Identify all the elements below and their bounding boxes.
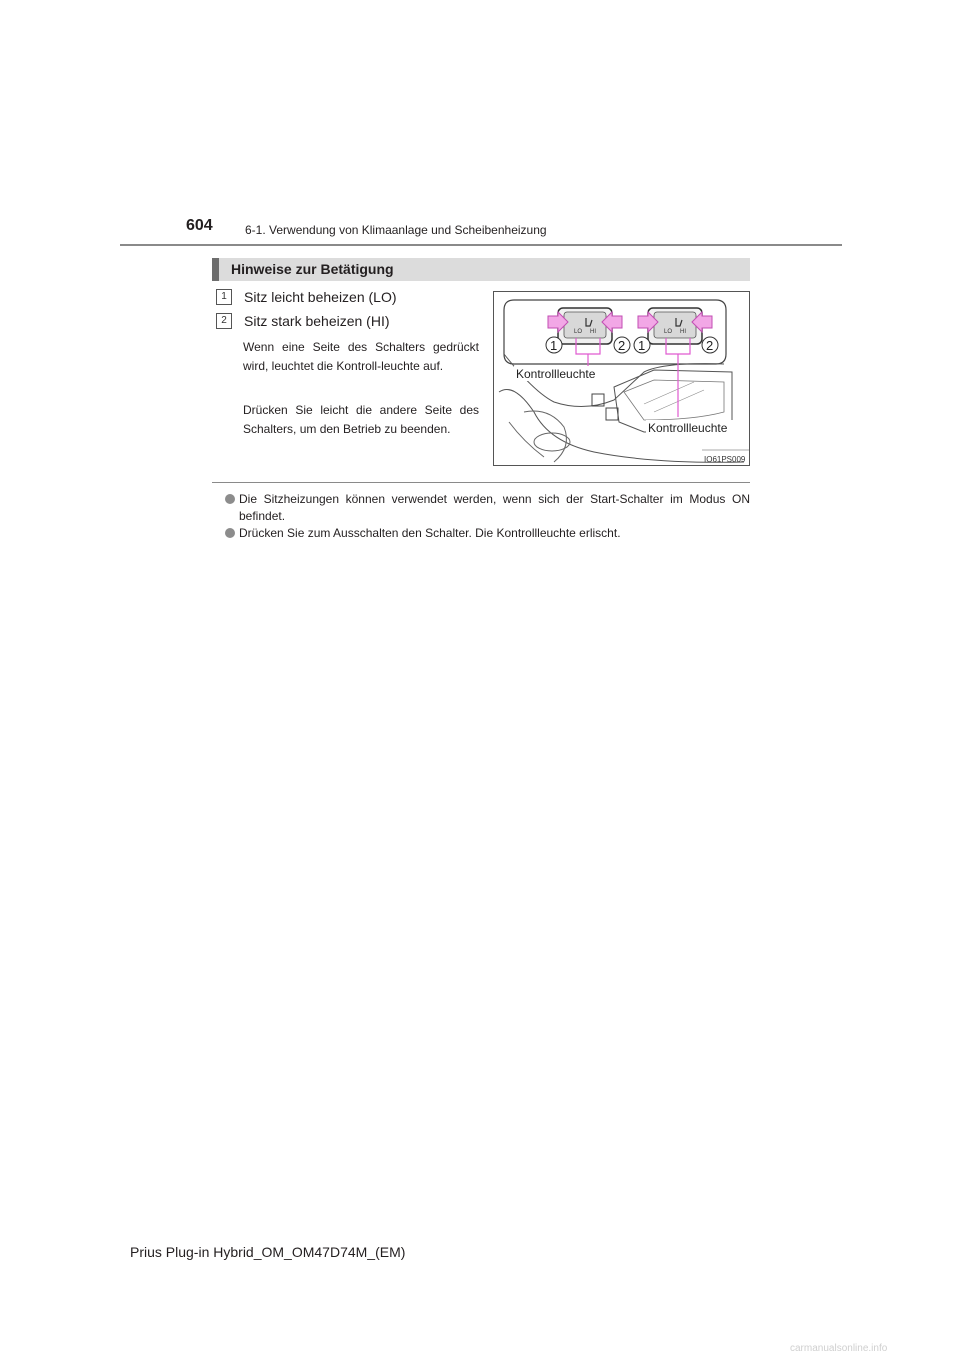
number-badge-1: 1	[216, 289, 232, 305]
chapter-title: 6-1. Verwendung von Klimaanlage und Scheibenheizung	[245, 223, 547, 237]
switch-hi-label: HI	[590, 329, 596, 335]
switch-lo-label: LO	[664, 329, 673, 335]
header-rule	[120, 244, 842, 246]
switch-lo-label: LO	[574, 329, 583, 335]
switch-hi-label: HI	[680, 329, 686, 335]
section-header	[212, 258, 750, 281]
section-title: Hinweise zur Betätigung	[231, 261, 394, 277]
list-item-label: Sitz leicht beheizen (LO)	[244, 289, 397, 305]
callout-2: 2	[706, 338, 714, 353]
bullet-icon	[225, 494, 235, 504]
callout-2: 2	[618, 338, 626, 353]
instruction-paragraph: Drücken Sie leicht die andere Seite des Schalters, um den Betrieb zu beenden.	[243, 403, 479, 436]
bullet-icon	[225, 528, 235, 538]
note-item	[225, 525, 750, 542]
callout-1: 1	[550, 338, 558, 353]
watermark: carmanualsonline.info	[790, 1343, 888, 1354]
seat-heater-illustration	[493, 291, 750, 466]
callout-1: 1	[638, 338, 646, 353]
section-divider	[212, 482, 750, 483]
note-text: Drücken Sie zum Ausschalten den Schalter. Die Kontrollleuchte erlischt.	[239, 526, 621, 540]
indicator-label-right: Kontrollleuchte	[648, 421, 728, 435]
indicator-label-left: Kontrollleuchte	[516, 367, 596, 381]
figure-code: IO61PS009	[704, 455, 746, 464]
page-number: 604	[186, 217, 213, 234]
instruction-paragraph: Wenn eine Seite des Schalters gedrückt wird, leuchtet die Kontroll-leuchte auf.	[243, 340, 479, 373]
seat-heater-drawing	[494, 292, 751, 467]
footer-manual-id: Prius Plug-in Hybrid_OM_OM47D74M_(EM)	[130, 1244, 406, 1260]
list-item-label: Sitz stark beheizen (HI)	[244, 313, 390, 329]
number-badge-2: 2	[216, 313, 232, 329]
list-item-hi	[216, 313, 390, 329]
note-text: Die Sitzheizungen können verwendet werden, wenn sich der Start-Schalter im Modus ON befindet.	[239, 492, 750, 523]
note-item	[225, 491, 750, 525]
list-item-lo	[216, 289, 397, 305]
